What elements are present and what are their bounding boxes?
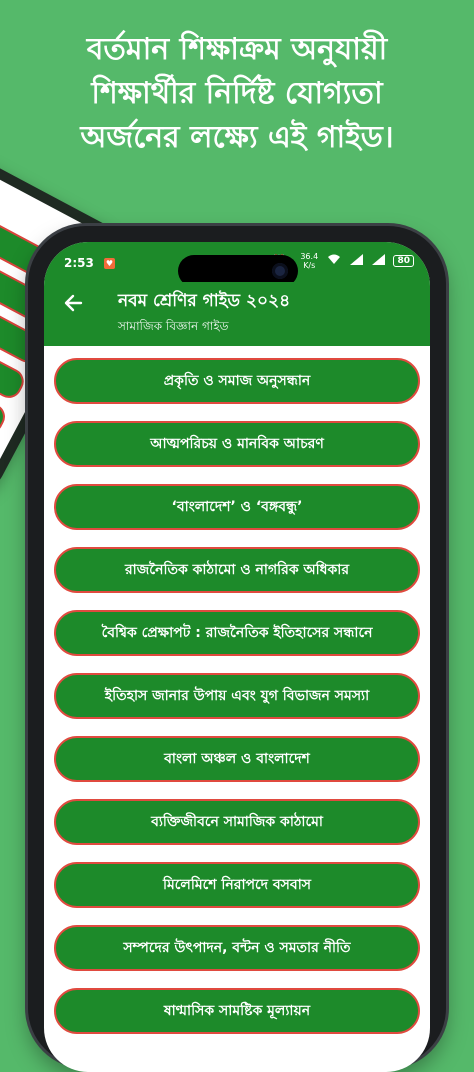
chapter-button[interactable]: সম্পদের উৎপাদন, বন্টন ও সমতার নীতি	[54, 925, 420, 971]
battery-indicator: 80	[393, 255, 414, 267]
notification-app-icon: ♥	[105, 259, 114, 268]
headline-line-2: শিক্ষার্থীর নির্দিষ্ট যোগ্যতা	[91, 76, 383, 111]
chapter-button[interactable]: রাজনৈতিক কাঠামো ও নাগরিক অধিকার	[54, 547, 420, 593]
chapter-button[interactable]: মিলেমিশে নিরাপদে বসবাস	[54, 862, 420, 908]
wifi-icon	[327, 254, 341, 268]
chapter-button[interactable]: বৈশ্বিক প্রেক্ষাপট : রাজনৈতিক ইতিহাসের সন্ধানে	[54, 610, 420, 656]
chapter-button[interactable]: ইতিহাস জানার উপায় এবং যুগ বিভাজন সমস্যা	[54, 673, 420, 719]
network-speed-unit: K/s	[303, 261, 316, 270]
headline-line-1: বর্তমান শিক্ষাক্রম অনুযায়ী	[86, 32, 388, 67]
page-subtitle: সামাজিক বিজ্ঞান গাইড	[118, 319, 229, 333]
signal-icon-2	[372, 254, 385, 268]
app-bar	[44, 282, 430, 346]
chapter-button[interactable]: প্রকৃতি ও সমাজ অনুসন্ধান	[54, 358, 420, 404]
phone-mockup	[28, 226, 446, 1066]
page-title: নবম শ্রেণির গাইড ২০২৪	[118, 291, 291, 311]
network-speed	[295, 252, 318, 270]
chapter-button[interactable]: বাংলা অঞ্চল ও বাংলাদেশ	[54, 736, 420, 782]
chapter-button[interactable]: আত্মপরিচয় ও মানবিক আচরণ	[54, 421, 420, 467]
chapter-button[interactable]: ‘বাংলাদেশ’ ও ‘বঙ্গবন্ধু’	[54, 484, 420, 530]
promo-headline	[10, 28, 464, 160]
headline-line-3: অর্জনের লক্ষ্যে এই গাইড।	[80, 120, 394, 155]
chapter-button[interactable]: ষাণ্মাসিক সামষ্টিক মূল্যায়ন	[54, 988, 420, 1034]
status-time: 2:53	[64, 256, 94, 270]
camera-icon	[272, 263, 288, 279]
back-arrow-icon[interactable]	[58, 292, 88, 322]
network-speed-value: 36.4	[300, 252, 319, 261]
phone-screen	[44, 242, 430, 1072]
signal-icon	[350, 254, 363, 268]
chapter-button[interactable]: ব্যক্তিজীবনে সামাজিক কাঠামো	[54, 799, 420, 845]
